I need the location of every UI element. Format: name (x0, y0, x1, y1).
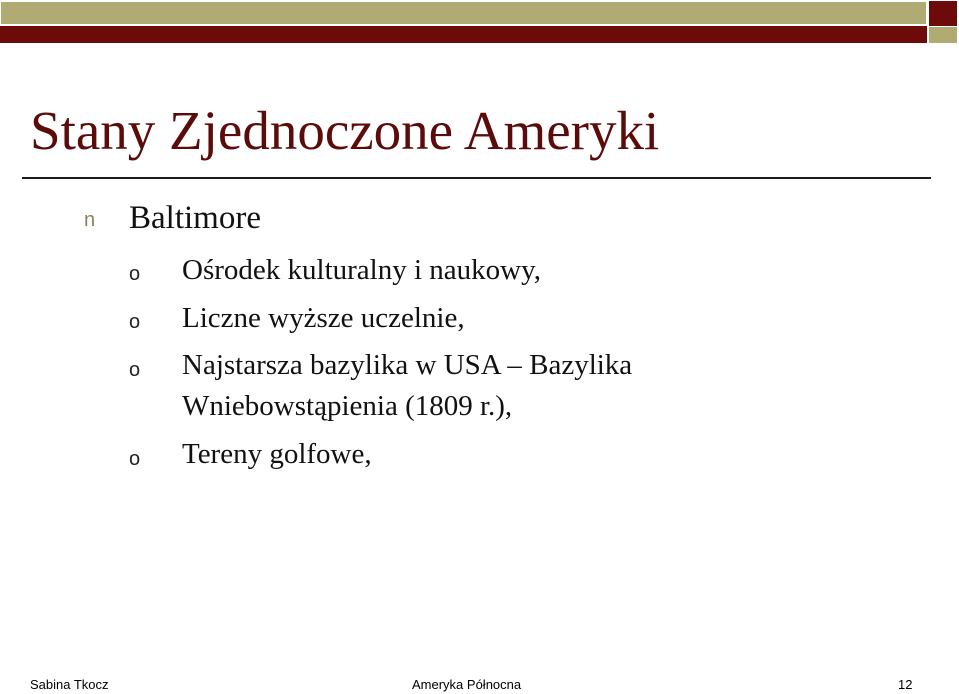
bullet-l2-icon: o (129, 311, 141, 333)
footer-author: Sabina Tkocz (30, 677, 109, 692)
sub-item-3-line-1: Najstarsza bazylika w USA – Bazylika (182, 349, 633, 381)
sub-item-1: Ośrodek kulturalny i naukowy, (182, 254, 541, 286)
slide-title: Stany Zjednoczone Ameryki (30, 100, 660, 161)
header-band-maroon (0, 26, 927, 43)
bullet-l2-icon: o (129, 359, 141, 381)
header-band-olive (0, 1, 927, 25)
corner-square-olive (929, 27, 957, 43)
sub-item-4: Tereny golfowe, (182, 438, 372, 470)
footer-page-number: 12 (898, 677, 913, 692)
bullet-item-baltimore: Baltimore (129, 200, 261, 236)
bullet-l1-icon: n (84, 209, 96, 231)
sub-item-3-line-2: Wniebowstąpienia (1809 r.), (182, 390, 513, 422)
bullet-l2-icon: o (129, 448, 141, 470)
bullet-l2-icon: o (129, 263, 141, 285)
sub-item-2: Liczne wyższe uczelnie, (182, 302, 465, 334)
footer-subject: Ameryka Północna (412, 677, 522, 692)
title-underline (22, 177, 931, 179)
corner-square-maroon (929, 1, 957, 26)
